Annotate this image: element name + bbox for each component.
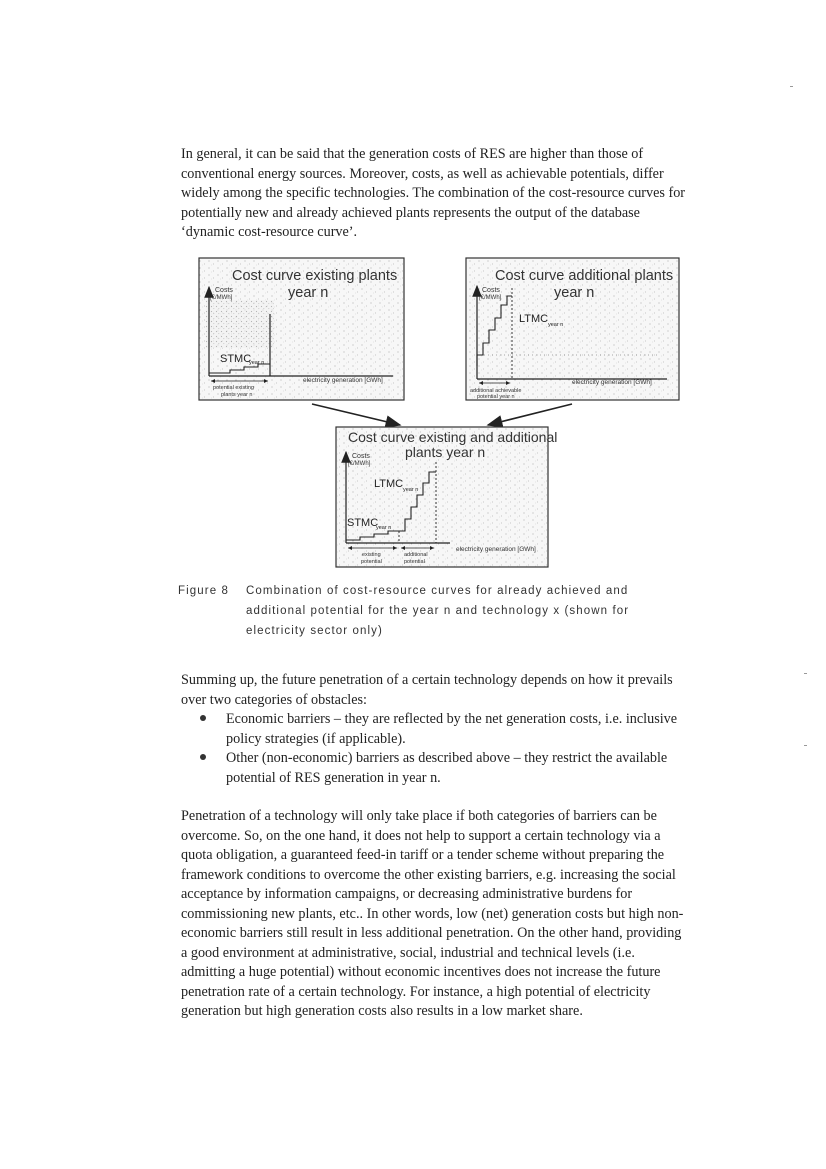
text-line: potential of RES generation in year n. <box>226 769 441 786</box>
box3-stmc-label: STMC <box>347 517 379 529</box>
box3-costs-label: Costs <box>352 453 370 460</box>
box3-unit-label: [€/MWh] <box>348 461 371 467</box>
text-line: commissioning new plants, etc.. In other words, low (net) generation costs but high non- <box>181 905 684 922</box>
box2-costs-label: Costs <box>482 287 500 294</box>
box2-xaxis-label: electricity generation [GWh] <box>572 379 652 386</box>
box2-title-line1: Cost curve additional plants <box>495 268 674 284</box>
list-item <box>198 749 698 788</box>
text-line: quota obligation, a guaranteed feed-in tariff or a tender scheme without preparing the <box>181 847 665 863</box>
penetration-paragraph <box>181 807 684 1022</box>
bullet-icon <box>200 715 206 721</box>
box1-title-line1: Cost curve existing plants <box>232 268 398 284</box>
box3-existing-line1: existing <box>362 552 381 558</box>
text-line: admitting a huge potential) without economic incentives does not increase the future <box>181 964 661 980</box>
text-line: conventional energy sources. Moreover, costs, as well as achievable potentials, differ <box>181 165 664 182</box>
text-line: Other (non-economic) barriers as described above – they restrict the available <box>226 750 668 766</box>
text-line: Penetration of a technology will only take place if both categories of barriers can be <box>181 808 657 824</box>
text-line: ‘dynamic cost-resource curve’. <box>181 224 358 240</box>
figure-caption-line: Combination of cost-resource curves for already achieved and <box>246 585 629 597</box>
figure-caption-line: electricity sector only) <box>246 625 383 637</box>
box3-ltmc-sub: year n <box>403 487 419 493</box>
text-line: a good environment at administrative, social, industrial and technical levels (i.e. <box>181 944 635 961</box>
scan-mark <box>804 673 807 674</box>
box1-curve-label: STMC <box>220 353 252 365</box>
text-line: overcome. So, on the one hand, it does not help to support a certain technology via a <box>181 827 661 844</box>
box1-unit-label: [€/MWh] <box>210 295 233 301</box>
text-line: over two categories of obstacles: <box>181 691 367 708</box>
box1-potential-line2: plants year n <box>221 392 253 398</box>
box2-title-line2: year n <box>554 285 595 301</box>
text-line: In general, it can be said that the generation costs of RES are higher than those of <box>181 146 644 162</box>
bullet-icon <box>200 754 206 760</box>
text-line: widely among the specific technologies. The combination of the cost-resource curves for <box>181 185 686 201</box>
text-line: economic barriers still result in less additional penetration. On the other hand, providing <box>181 925 682 941</box>
arrow-left-connector <box>312 404 400 425</box>
arrow-right-connector <box>488 404 572 425</box>
box-existing-plants <box>199 258 404 400</box>
text-line: framework conditions to overcome the other existing barriers, e.g. increasing the social <box>181 866 676 883</box>
text-line: Economic barriers – they are reflected by the net generation costs, i.e. inclusive <box>226 711 678 727</box>
box3-title-line2: plants year n <box>405 444 486 460</box>
box1-potential-line1: potential existing <box>213 385 254 391</box>
box1-curve-sub: year n <box>249 360 265 366</box>
box-combined-plants <box>336 427 557 567</box>
scan-mark <box>790 86 793 87</box>
box3-xaxis-label: electricity generation [GWh] <box>456 546 536 553</box>
box2-potential-line1: additional achievable <box>470 388 522 394</box>
box2-curve-sub: year n <box>548 322 564 328</box>
text-line: Summing up, the future penetration of a certain technology depends on how it prevails <box>181 672 673 688</box>
box3-stmc-sub: year n <box>376 525 392 531</box>
box3-ltmc-label: LTMC <box>374 478 404 490</box>
figure-caption-line: additional potential for the year n and technology x (shown for <box>246 605 630 617</box>
box2-unit-label: [€/MWh] <box>479 295 502 301</box>
text-line: policy strategies (if applicable). <box>226 730 406 747</box>
box3-title-line1: Cost curve existing and additional <box>348 429 558 445</box>
box1-title-line2: year n <box>288 285 329 301</box>
box3-existing-line2: potential <box>361 559 382 565</box>
text-line: potentially new and already achieved plants represents the output of the database <box>181 204 640 221</box>
scan-mark <box>804 745 807 746</box>
text-line: generation but high generation costs also results in a low market share. <box>181 1003 583 1019</box>
barrier-list <box>198 710 698 788</box>
text-line: acceptance by information campaigns, or decreasing administrative burdens for <box>181 886 633 902</box>
box3-additional-line2: potential <box>404 559 425 565</box>
box2-potential-line2: potential year n <box>477 394 515 400</box>
box3-additional-line1: additional <box>404 552 428 558</box>
box1-costs-label: Costs <box>215 287 233 294</box>
box-additional-plants <box>466 258 679 400</box>
box1-xaxis-label: electricity generation [GWh] <box>303 377 383 384</box>
list-item <box>198 710 698 749</box>
summary-paragraph <box>181 671 681 710</box>
box2-curve-label: LTMC <box>519 313 549 325</box>
text-line: penetration rate of a certain technology. For instance, a high potential of electricity <box>181 983 651 1000</box>
figure-caption-label: Figure 8 <box>178 585 229 597</box>
